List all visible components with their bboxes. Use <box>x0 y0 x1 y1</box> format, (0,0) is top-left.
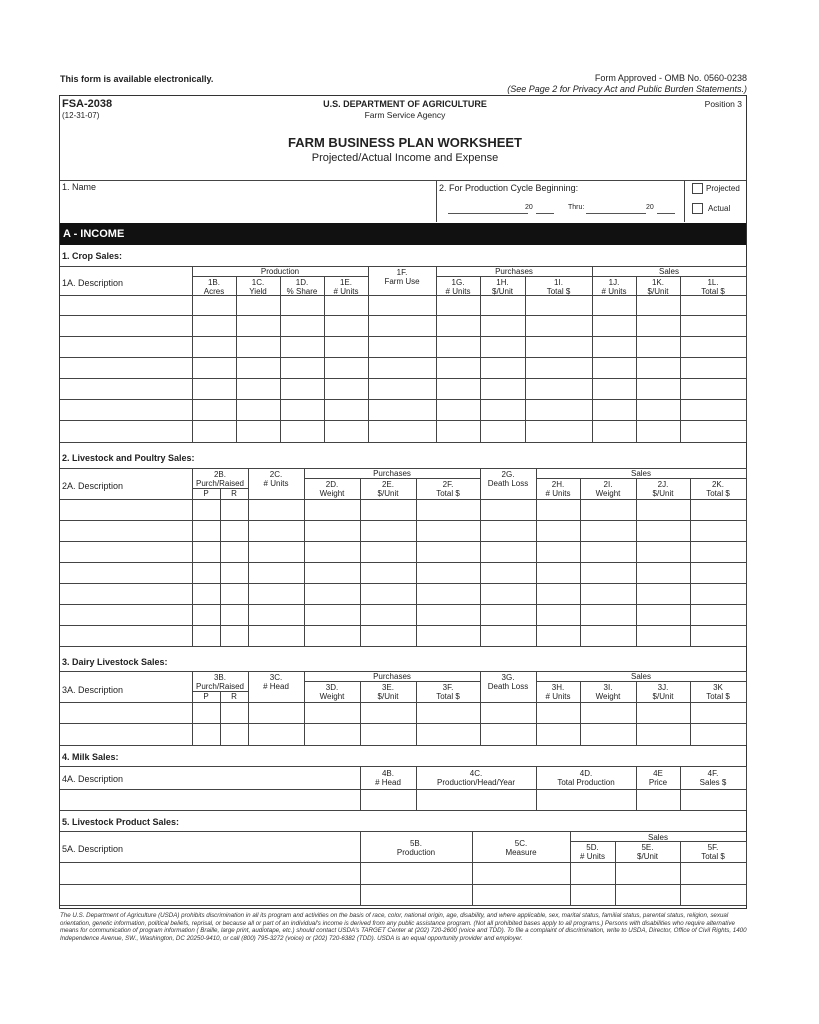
actual-checkbox[interactable] <box>692 203 703 214</box>
dairy-col-4-label: Weight <box>595 692 621 701</box>
livestock-sales-title: 2. Livestock and Poultry Sales: <box>62 453 195 463</box>
product-col-4-label: Total $ <box>701 852 725 861</box>
product-description-header: 5A. Description <box>62 844 124 854</box>
milk-sales-title: 4. Milk Sales: <box>62 752 119 762</box>
cycle-start-field[interactable] <box>448 213 528 214</box>
product-col-4-code: 5F. <box>707 843 719 852</box>
product-col-0-label: Production <box>396 848 436 857</box>
livestock-2b-label: Purch/Raised <box>195 479 245 488</box>
crop-col-9-label: Total $ <box>701 287 725 296</box>
section-a-income-header: A - INCOME <box>60 223 746 245</box>
crop-farm-use-label: Farm Use <box>384 277 420 286</box>
livestock-2g-label: Death Loss <box>487 479 529 488</box>
milk-description-header: 4A. Description <box>62 774 124 784</box>
crop-col-0-label: Acres <box>203 287 225 296</box>
production-cycle-label: 2. For Production Cycle Beginning: <box>439 183 579 193</box>
livestock-2c-code: 2C. <box>269 470 283 479</box>
crop-production-group: Production <box>260 267 300 276</box>
livestock-col-3-code: 2H. <box>551 480 565 489</box>
livestock-col-2-label: Total $ <box>436 489 460 498</box>
livestock-description-cell[interactable] <box>60 584 192 604</box>
milk-col-1-label: Production/Head/Year <box>437 778 515 787</box>
crop-col-4-code: 1G. <box>451 278 465 287</box>
name-field[interactable] <box>60 180 435 222</box>
livestock-2b-code: 2B. <box>213 470 226 479</box>
position-code: Position 3 <box>704 99 742 109</box>
livestock-purchased-col: P <box>203 489 209 498</box>
crop-col-8-code: 1K. <box>651 278 664 287</box>
livestock-description-cell[interactable] <box>60 521 192 541</box>
dairy-col-2-label: Total $ <box>436 692 460 701</box>
livestock-description-header: 2A. Description <box>62 481 124 491</box>
crop-sales-title: 1. Crop Sales: <box>62 251 123 261</box>
agency-name: Farm Service Agency <box>364 110 446 120</box>
crop-col-0-code: 1B. <box>207 278 220 287</box>
livestock-description-cell[interactable] <box>60 542 192 562</box>
department-name: U.S. DEPARTMENT OF AGRICULTURE <box>323 99 487 109</box>
crop-description-cell[interactable] <box>60 296 192 315</box>
crop-col-6-label: Total $ <box>546 287 571 296</box>
livestock-2c-label: # Units <box>263 479 289 488</box>
cycle-end-field[interactable] <box>586 213 646 214</box>
crop-sales-group: Sales <box>658 267 679 276</box>
livestock-col-2-code: 2F. <box>442 480 454 489</box>
milk-col-4-label: Sales $ <box>699 778 727 787</box>
name-label: 1. Name <box>62 182 97 192</box>
livestock-col-4-code: 2I. <box>603 480 613 489</box>
crop-col-9-code: 1L. <box>707 278 719 287</box>
form-title: FARM BUSINESS PLAN WORKSHEET <box>287 135 522 150</box>
thru-label: Thru: <box>568 204 585 211</box>
dairy-sales-group: Sales <box>630 672 651 681</box>
product-col-1-label: Measure <box>505 848 537 857</box>
cycle-start-year-field[interactable] <box>536 213 554 214</box>
dairy-3b-label: Purch/Raised <box>195 682 245 691</box>
privacy-act-reference: (See Page 2 for Privacy Act and Public Burden Statements.) <box>507 84 747 94</box>
cycle-end-year-prefix: 20 <box>646 204 654 211</box>
livestock-product-sales-title: 5. Livestock Product Sales: <box>62 817 180 827</box>
livestock-description-cell[interactable] <box>60 563 192 583</box>
product-col-3-code: 5E. <box>641 843 654 852</box>
livestock-sales-group: Sales <box>630 469 651 478</box>
livestock-col-6-code: 2K. <box>711 480 724 489</box>
product-description-cell[interactable] <box>60 863 360 884</box>
crop-col-2-code: 1D. <box>295 278 309 287</box>
dairy-col-1-code: 3E. <box>381 683 394 692</box>
livestock-col-5-label: $/Unit <box>652 489 674 498</box>
dairy-col-4-code: 3I. <box>603 683 613 692</box>
livestock-description-cell[interactable] <box>60 500 192 520</box>
dairy-description-cell[interactable] <box>60 724 192 745</box>
crop-description-cell[interactable] <box>60 421 192 442</box>
crop-description-cell[interactable] <box>60 358 192 378</box>
crop-description-cell[interactable] <box>60 379 192 399</box>
dairy-col-3-code: 3H. <box>551 683 565 692</box>
dairy-purchased-col: P <box>203 692 209 701</box>
crop-col-3-label: # Units <box>333 287 359 296</box>
nondiscrimination-statement: The U.S. Department of Agriculture (USDA) prohibits discrimination in all its program and activities on the basis of race, color, national origin, age, disability, and where applicable, sex, marital status, familial status, parental status, religion, sexual orientation, genetic information, political beliefs, reprisal, or because all or part of an individual's income is derived from any public assistance program. (Not all prohibited bases apply to all programs.) Persons with disabilities who require alternative means for communication of program information ( Braille, large print, audiotape, etc.) should contact USDA's TARGET Center at (202) 720-2600 (voice and TDD). To file a complaint of discrimination, write to USDA, Director, Office of Civil Rights, 1400 Independence Avenue, SW., Washington, DC 20250-9410, or call (800) 795-3272 (voice) or (202) 720-6382 (TDD). USDA is an equal opportunity provider and employer. <box>60 912 747 942</box>
milk-col-1-code: 4C. <box>469 769 483 778</box>
dairy-sales-title: 3. Dairy Livestock Sales: <box>62 657 168 667</box>
milk-col-0-label: # Head <box>375 778 401 787</box>
dairy-col-2-code: 3F. <box>442 683 454 692</box>
dairy-description-cell[interactable] <box>60 703 192 723</box>
crop-col-3-code: 1E. <box>339 278 352 287</box>
milk-col-3-code: 4E <box>653 769 663 778</box>
dairy-3g-label: Death Loss <box>487 682 529 691</box>
crop-col-2-label: % Share <box>286 287 318 296</box>
crop-col-6-code: 1I. <box>554 278 563 287</box>
crop-farm-use-code: 1F. <box>396 268 408 277</box>
dairy-col-0-code: 3D. <box>325 683 339 692</box>
electronic-availability-note: This form is available electronically. <box>60 74 214 84</box>
dairy-3c-code: 3C. <box>269 673 283 682</box>
livestock-col-3-label: # Units <box>545 489 571 498</box>
omb-number: Form Approved - OMB No. 0560-0238 <box>594 73 747 83</box>
product-sales-group: Sales <box>647 833 668 842</box>
livestock-col-1-code: 2E. <box>381 480 394 489</box>
livestock-col-4-label: Weight <box>595 489 621 498</box>
milk-col-2-label: Total Production <box>557 778 615 787</box>
dairy-col-0-label: Weight <box>319 692 345 701</box>
projected-label: Projected <box>706 184 740 193</box>
crop-purchases-group: Purchases <box>495 267 533 276</box>
crop-col-4-label: # Units <box>445 287 471 296</box>
dairy-3g-code: 3G. <box>501 673 515 682</box>
dairy-col-5-label: $/Unit <box>652 692 674 701</box>
product-col-2-code: 5D. <box>586 843 599 852</box>
farm-business-plan-form <box>59 95 747 909</box>
crop-col-1-label: Yield <box>249 287 267 296</box>
product-col-1-code: 5C. <box>514 839 528 848</box>
projected-checkbox[interactable] <box>692 183 703 194</box>
crop-description-cell[interactable] <box>60 400 192 420</box>
crop-description-cell[interactable] <box>60 337 192 357</box>
livestock-col-5-code: 2J. <box>657 480 669 489</box>
livestock-col-6-label: Total $ <box>706 489 730 498</box>
crop-col-5-label: $/Unit <box>492 287 513 296</box>
crop-col-8-label: $/Unit <box>647 287 669 296</box>
crop-description-cell[interactable] <box>60 316 192 336</box>
crop-col-7-code: 1J. <box>608 278 620 287</box>
dairy-col-6-code: 3K <box>713 683 723 692</box>
product-description-cell[interactable] <box>60 885 360 905</box>
crop-col-1-code: 1C. <box>251 278 265 287</box>
milk-description-cell[interactable] <box>60 790 360 810</box>
dairy-description-header: 3A. Description <box>62 685 124 695</box>
cycle-end-year-field[interactable] <box>657 213 675 214</box>
dairy-col-5-code: 3J. <box>657 683 669 692</box>
product-col-2-label: # Units <box>580 852 605 861</box>
livestock-col-1-label: $/Unit <box>377 489 399 498</box>
milk-col-3-label: Price <box>648 778 668 787</box>
product-col-0-code: 5B. <box>409 839 422 848</box>
dairy-col-3-label: # Units <box>545 692 571 701</box>
form-subtitle: Projected/Actual Income and Expense <box>311 152 499 164</box>
dairy-purchases-group: Purchases <box>373 672 411 681</box>
livestock-purchases-group: Purchases <box>373 469 411 478</box>
livestock-description-cell[interactable] <box>60 605 192 625</box>
dairy-3c-label: # Head <box>263 682 289 691</box>
livestock-description-cell[interactable] <box>60 626 192 646</box>
livestock-2g-code: 2G. <box>501 470 515 479</box>
livestock-col-0-code: 2D. <box>325 480 339 489</box>
livestock-raised-col: R <box>231 489 237 498</box>
dairy-col-6-label: Total $ <box>706 692 730 701</box>
milk-col-4-code: 4F. <box>707 769 719 778</box>
crop-description-header: 1A. Description <box>62 278 124 288</box>
crop-col-5-code: 1H. <box>496 278 509 287</box>
livestock-col-0-label: Weight <box>319 489 345 498</box>
cycle-start-year-prefix: 20 <box>525 204 533 211</box>
dairy-raised-col: R <box>231 692 237 701</box>
dairy-3b-code: 3B. <box>213 673 226 682</box>
milk-col-0-code: 4B. <box>381 769 394 778</box>
actual-label: Actual <box>708 204 731 213</box>
dairy-col-1-label: $/Unit <box>377 692 399 701</box>
crop-col-7-label: # Units <box>601 287 627 296</box>
omb-approval-note <box>507 73 747 95</box>
milk-col-2-code: 4D. <box>579 769 593 778</box>
form-date: (12-31-07) <box>62 111 100 120</box>
product-col-3-label: $/Unit <box>637 852 658 861</box>
form-number: FSA-2038 <box>62 98 113 110</box>
